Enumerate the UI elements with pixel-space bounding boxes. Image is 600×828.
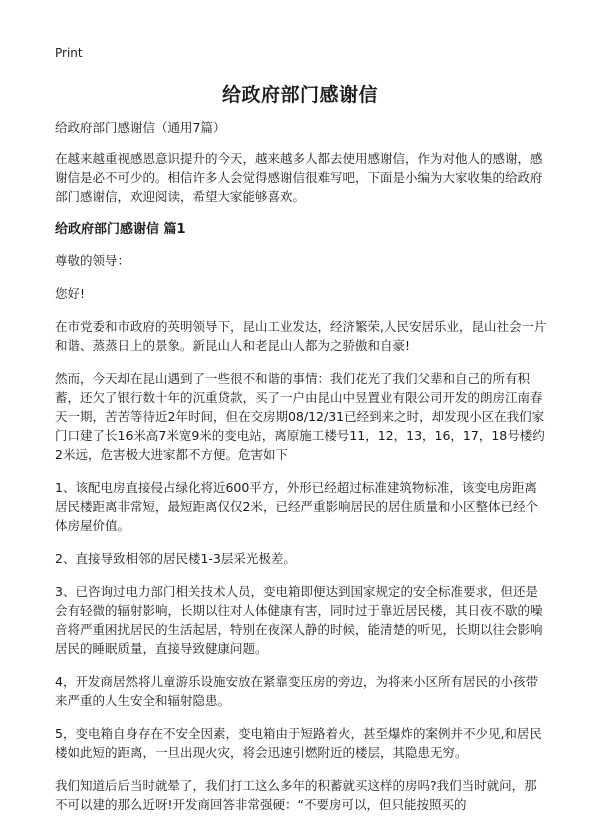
body-paragraph: 4，开发商居然将儿童游乐设施安放在紧靠变压房的旁边，为将来小区所有居民的小孩带来严重的人生安全和辐射隐患。 bbox=[55, 674, 538, 708]
hello-line: 您好! bbox=[55, 286, 86, 301]
body-paragraph: 5，变电箱自身存在不安全因素，变电箱由于短路着火，甚至爆炸的案例并不少见,和居民楼如此短的距离，一旦出现火灾，将会迅速引燃附近的楼层，其隐患无穷。 bbox=[55, 726, 542, 760]
body-paragraph: 在市党委和市政府的英明领导下，昆山工业发达，经济繁荣,人民安居乐业，昆山社会一片和谐、蒸蒸日上的景象。新昆山人和老昆山人都为之骄傲和自豪! bbox=[55, 319, 547, 353]
body-paragraph: 2、直接导致相邻的居民楼1-3层采光极差。 bbox=[55, 551, 296, 566]
print-label[interactable]: Print bbox=[55, 46, 83, 60]
section-heading: 给政府部门感谢信 篇1 bbox=[55, 222, 186, 237]
page-title: 给政府部门感谢信 bbox=[221, 84, 378, 106]
intro-paragraph: 在越来越重视感恩意识提升的今天，越来越多人都去使用感谢信，作为对他人的感谢，感谢信是必不可少的。相信许多人会觉得感谢信很难写吧，下面是小编为大家收集的给政府部门感谢信，欢迎阅读，希望大家能够喜欢。 bbox=[55, 151, 543, 204]
body-paragraph: 3、已咨询过电力部门相关技术人员，变电箱即便达到国家规定的安全标准要求，但还是会有轻微的辐射影响，长期以往对人体健康有害，同时过于靠近居民楼，其日夜不歇的噪音将严重困扰居民的生活起居，特别在夜深人静的时候，能清楚的听见，长期以往会影响居民的睡眠质量，直接导致健康问题。 bbox=[55, 584, 543, 656]
body-paragraph: 然而，今天却在昆山遇到了一些很不和谐的事情：我们花光了我们父辈和自己的所有积蓄，还欠了银行数十年的沉重贷款，买了一户由昆山中昱置业有限公司开发的朗房江南春天一期，苦苦等待近2年时间，但在交房期08/12/31已经到来之时，却发现小区在我们家门口建了长16米高7米宽9米的变电站，离原施工楼号11，12，13，16，17，18号楼约2米远，危害极大进家都不方便。危害如下 bbox=[55, 371, 545, 462]
document-body bbox=[55, 118, 547, 828]
document-subtitle: 给政府部门感谢信（通用7篇） bbox=[55, 120, 226, 135]
body-paragraph: 我们知道后后当时就晕了，我们打工这么多年的积蓄就买这样的房吗?我们当时就问，那不可以建的那么近呀!开发商回答非常强硬：“不要房可以，但只能按照买的 bbox=[55, 778, 537, 812]
body-paragraph: 1、该配电房直接侵占绿化将近600平方，外形已经超过标准建筑物标准，该变电房距离居民楼距离非常短，最短距离仅仅2米，已经严重影响居民的居住质量和小区整体已经个体房屋价值。 bbox=[55, 480, 538, 533]
greeting: 尊敬的领导： bbox=[55, 253, 131, 268]
